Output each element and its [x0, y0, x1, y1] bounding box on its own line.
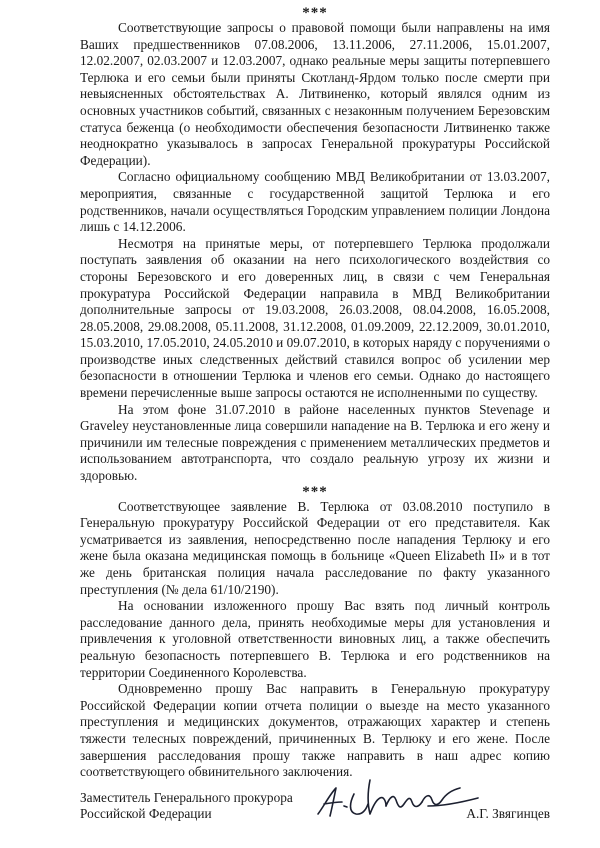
signer-title-line1: Заместитель Генерального прокурора [80, 790, 293, 805]
paragraph-statement: Соответствующее заявление В. Терлюка от 03.08.2010 поступило в Генеральную прокуратуру Российской Федерации от его представителя. Как усматривается из заявления, непосредственно после нападения Терлюку и его жене была оказана медицинская помощь в больнице «Queen Elizabeth II» и в тот же день британская полиция начала расследование по факту указанного преступления (№ дела 61/10/2190). [80, 498, 550, 597]
signer-title-line2: Российской Федерации [80, 806, 212, 821]
signature-block [80, 790, 550, 822]
section-separator: *** [302, 483, 328, 500]
paragraph-attack: На этом фоне 31.07.2010 в районе населенных пунктов Stevenage и Graveley неустановленные лица совершили нападение на В. Терлюка и его жену и причинили им телесные повреждения с применением металлических предметов и использованием автотранспорта, что создало реальную угрозу их жизни и здоровью. [80, 401, 550, 484]
paragraph-mvd-message: Согласно официальному сообщению МВД Великобритании от 13.03.2007, мероприятия, связанные с государственной защитой Терлюка и его родственников, начали осуществляться Городским управлением полиции Лондона лишь с 14.12.2006. [80, 169, 550, 235]
signer-name: А.Г. Звягинцев [466, 806, 550, 821]
paragraph-requests: Соответствующие запросы о правовой помощи были направлены на имя Ваших предшественников 07.08.2006, 13.11.2006, 27.11.2006, 15.01.2007, 12.02.2007, 02.03.2007 и 12.03.2007, однако реальные меры защиты потерпевшего Терлюка и его семьи были приняты Скотланд-Ярдом только после смерти при невыясненных обстоятельствах А. Литвиненко, который являлся одним из основных участников событий, связанных с незаконным получением Березовским статуса беженца (о необходимости обеспечения безопасности Литвиненко также неоднократно указывалось в запросах Генеральной прокуратуры Российской Федерации). [80, 20, 550, 168]
section-separator: *** [302, 5, 328, 21]
paragraph-request-documents: Одновременно прошу Вас направить в Генеральную прокуратуру Российской Федерации копии отчета полиции о выезде на место указанного преступления и медицинских документов, отражающих характер и степень тяжести телесных повреждений, причиненных В. Терлюку и его жене. После завершения расследования прошу также направить в наш адрес копию соответствующего обвинительного заключения. [80, 681, 550, 780]
paragraph-additional-requests: Несмотря на принятые меры, от потерпевшего Терлюка продолжали поступать заявления об оказании на него психологического воздействия со стороны Березовского и его доверенных лиц, в связи с чем Генеральная прокуратура Российской Федерации направила в МВД Великобритании дополнительные запросы от 19.03.2008, 26.03.2008, 08.04.2008, 16.05.2008, 28.05.2008, 29.08.2008, 05.11.2008, 31.12.2008, 01.09.2009, 22.12.2009, 30.01.2010, 15.03.2010, 17.05.2010, 24.05.2010 и 09.07.2010, в которых наряду с поручениями о производстве иных следственных действий ставился вопрос об усилении мер безопасности в отношении Терлюка и членов его семьи. Однако до настоящего времени перечисленные выше запросы остаются не исполненными по существу. [80, 235, 550, 401]
paragraph-request-control: На основании изложенного прошу Вас взять под личный контроль расследование данного дела, принять необходимые меры для установления и привлечения к уголовной ответственности виновных лиц, а также обеспечить реальную безопасность потерпевшего В. Терлюка и его родственников на территории Соединенного Королевства. [80, 598, 550, 680]
